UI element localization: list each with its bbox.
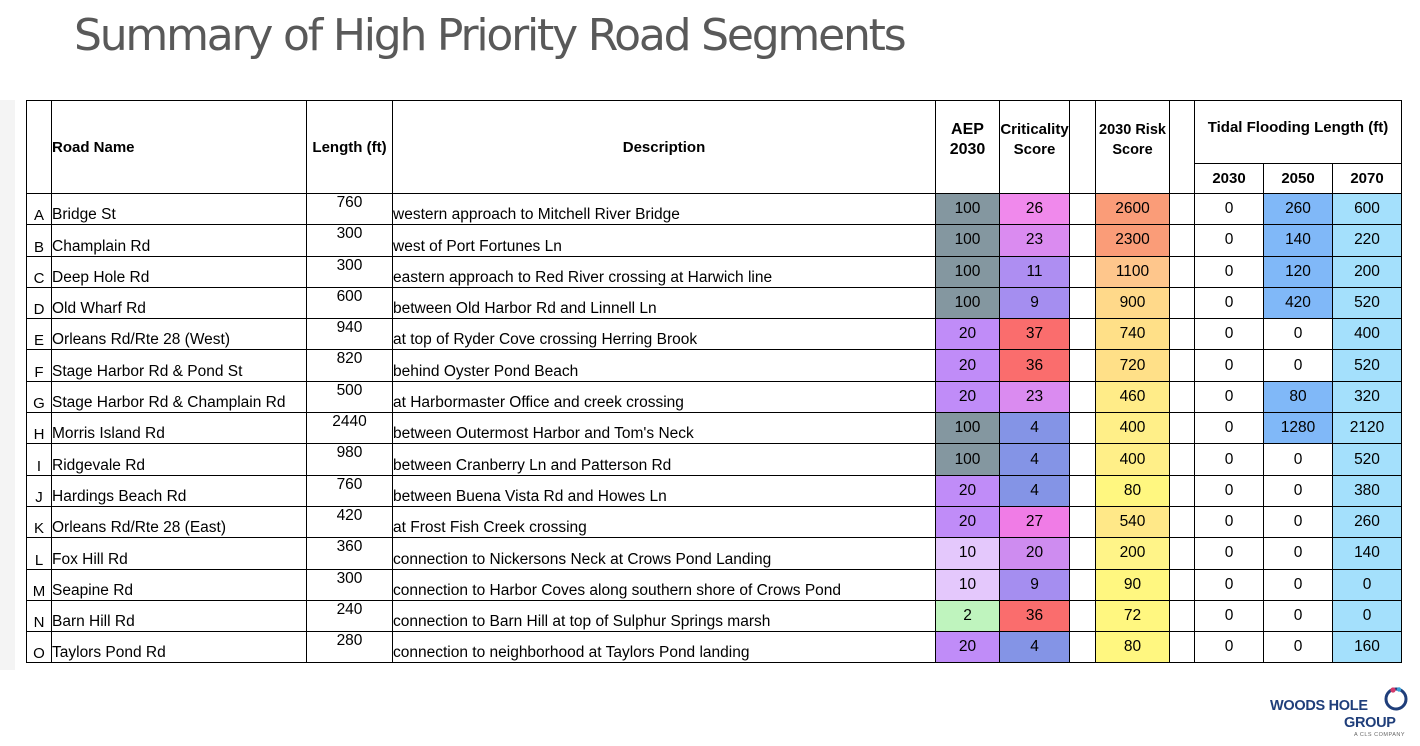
tidal-year-2050: 2050 xyxy=(1264,164,1333,194)
tidal-2070-cell: 0 xyxy=(1333,600,1402,631)
aep-cell: 20 xyxy=(936,381,1000,412)
tidal-2070-cell: 160 xyxy=(1333,632,1402,663)
criticality-cell: 20 xyxy=(1000,538,1070,569)
table-row xyxy=(27,538,1402,569)
aep-cell: 100 xyxy=(936,413,1000,444)
road-name-cell: Stage Harbor Rd & Pond St xyxy=(52,350,307,381)
tidal-2050-cell: 0 xyxy=(1264,600,1333,631)
description-cell: behind Oyster Pond Beach xyxy=(393,350,936,381)
risk-score-cell: 740 xyxy=(1096,319,1170,350)
aep-cell: 20 xyxy=(936,632,1000,663)
risk-header-line1: 2030 Risk xyxy=(1099,122,1166,138)
row-letter: C xyxy=(27,256,52,287)
row-letter: M xyxy=(27,569,52,600)
row-letter: A xyxy=(27,194,52,225)
aep-cell: 20 xyxy=(936,475,1000,506)
spacer-cell xyxy=(1170,287,1195,318)
description-cell: connection to neighborhood at Taylors Pond landing xyxy=(393,632,936,663)
risk-score-cell: 400 xyxy=(1096,444,1170,475)
description-cell: between Outermost Harbor and Tom's Neck xyxy=(393,413,936,444)
tidal-2070-cell: 320 xyxy=(1333,381,1402,412)
length-cell: 600 xyxy=(307,287,393,318)
tidal-2030-cell: 0 xyxy=(1195,350,1264,381)
road-name-cell: Stage Harbor Rd & Champlain Rd xyxy=(52,381,307,412)
tidal-2030-cell: 0 xyxy=(1195,444,1264,475)
road-name-cell: Deep Hole Rd xyxy=(52,256,307,287)
tidal-2030-cell: 0 xyxy=(1195,413,1264,444)
risk-score-cell: 720 xyxy=(1096,350,1170,381)
criticality-cell: 36 xyxy=(1000,600,1070,631)
row-letter: N xyxy=(27,600,52,631)
description-cell: between Old Harbor Rd and Linnell Ln xyxy=(393,287,936,318)
criticality-cell: 4 xyxy=(1000,444,1070,475)
criticality-cell: 23 xyxy=(1000,225,1070,256)
tidal-2070-cell: 520 xyxy=(1333,444,1402,475)
road-segments-table xyxy=(26,100,1402,663)
row-letter: D xyxy=(27,287,52,318)
spacer-cell xyxy=(1170,600,1195,631)
table-row xyxy=(27,381,1402,412)
spacer-cell xyxy=(1170,319,1195,350)
spacer-cell xyxy=(1070,225,1096,256)
description-cell: west of Port Fortunes Ln xyxy=(393,225,936,256)
criticality-header-line2: Score xyxy=(1013,141,1056,158)
spacer-cell xyxy=(1070,538,1096,569)
aep-cell: 20 xyxy=(936,350,1000,381)
tidal-2030-cell: 0 xyxy=(1195,194,1264,225)
criticality-cell: 23 xyxy=(1000,381,1070,412)
logo-line1: WOODS HOLE xyxy=(1270,698,1368,714)
risk-score-header xyxy=(1096,101,1170,194)
criticality-cell: 11 xyxy=(1000,256,1070,287)
table-row xyxy=(27,413,1402,444)
row-letter: I xyxy=(27,444,52,475)
tidal-2070-cell: 260 xyxy=(1333,506,1402,537)
spacer-cell xyxy=(1170,413,1195,444)
tidal-2070-cell: 520 xyxy=(1333,287,1402,318)
logo-line2: GROUP xyxy=(1344,715,1396,731)
page-title: Summary of High Priority Road Segments xyxy=(74,10,905,61)
tidal-2050-cell: 80 xyxy=(1264,381,1333,412)
aep-cell: 100 xyxy=(936,225,1000,256)
risk-score-cell: 72 xyxy=(1096,600,1170,631)
tidal-2030-cell: 0 xyxy=(1195,506,1264,537)
criticality-header xyxy=(1000,101,1070,194)
tidal-2050-cell: 0 xyxy=(1264,444,1333,475)
road-name-cell: Barn Hill Rd xyxy=(52,600,307,631)
spacer-cell xyxy=(1170,381,1195,412)
woods-hole-group-logo xyxy=(1268,686,1408,740)
length-cell: 980 xyxy=(307,444,393,475)
road-name-cell: Morris Island Rd xyxy=(52,413,307,444)
tidal-2050-cell: 0 xyxy=(1264,538,1333,569)
row-letter: K xyxy=(27,506,52,537)
tidal-2050-cell: 1280 xyxy=(1264,413,1333,444)
length-cell: 280 xyxy=(307,632,393,663)
road-name-header: Road Name xyxy=(52,101,307,194)
description-cell: between Cranberry Ln and Patterson Rd xyxy=(393,444,936,475)
aep-cell: 10 xyxy=(936,569,1000,600)
tidal-2030-cell: 0 xyxy=(1195,569,1264,600)
tidal-2070-cell: 140 xyxy=(1333,538,1402,569)
tidal-2070-cell: 200 xyxy=(1333,256,1402,287)
criticality-cell: 9 xyxy=(1000,569,1070,600)
tidal-2050-cell: 140 xyxy=(1264,225,1333,256)
length-cell: 2440 xyxy=(307,413,393,444)
table-row xyxy=(27,569,1402,600)
risk-score-cell: 200 xyxy=(1096,538,1170,569)
spacer-cell xyxy=(1070,381,1096,412)
description-cell: at Frost Fish Creek crossing xyxy=(393,506,936,537)
spacer-cell xyxy=(1070,506,1096,537)
tidal-2030-cell: 0 xyxy=(1195,225,1264,256)
spacer-cell xyxy=(1070,413,1096,444)
spacer-cell xyxy=(1170,350,1195,381)
tidal-2070-cell: 2120 xyxy=(1333,413,1402,444)
row-letter: G xyxy=(27,381,52,412)
tidal-2050-cell: 0 xyxy=(1264,350,1333,381)
table-row xyxy=(27,506,1402,537)
spacer-cell xyxy=(1070,194,1096,225)
spacer-cell xyxy=(1170,256,1195,287)
spacer-cell xyxy=(1170,194,1195,225)
table-row xyxy=(27,319,1402,350)
aep-cell: 100 xyxy=(936,194,1000,225)
tidal-2050-cell: 0 xyxy=(1264,319,1333,350)
length-cell: 760 xyxy=(307,475,393,506)
spacer-cell xyxy=(1170,538,1195,569)
spacer-cell xyxy=(1170,506,1195,537)
spacer-cell xyxy=(1070,350,1096,381)
table-row xyxy=(27,350,1402,381)
tidal-2030-cell: 0 xyxy=(1195,287,1264,318)
table-row xyxy=(27,475,1402,506)
risk-score-cell: 400 xyxy=(1096,413,1170,444)
spacer-cell xyxy=(1170,632,1195,663)
tidal-2050-cell: 0 xyxy=(1264,506,1333,537)
spacer-cell xyxy=(1070,287,1096,318)
table-row xyxy=(27,225,1402,256)
description-cell: eastern approach to Red River crossing at Harwich line xyxy=(393,256,936,287)
tidal-flooding-header: Tidal Flooding Length (ft) xyxy=(1195,101,1402,164)
tidal-2070-cell: 600 xyxy=(1333,194,1402,225)
aep-cell: 20 xyxy=(936,506,1000,537)
criticality-cell: 9 xyxy=(1000,287,1070,318)
length-cell: 820 xyxy=(307,350,393,381)
risk-score-cell: 80 xyxy=(1096,632,1170,663)
spacer-header-1 xyxy=(1070,101,1096,194)
table-row xyxy=(27,194,1402,225)
spacer-cell xyxy=(1170,475,1195,506)
description-cell: western approach to Mitchell River Bridge xyxy=(393,194,936,225)
spacer-cell xyxy=(1070,632,1096,663)
tidal-2050-cell: 0 xyxy=(1264,475,1333,506)
criticality-cell: 4 xyxy=(1000,475,1070,506)
row-letter: J xyxy=(27,475,52,506)
tidal-2030-cell: 0 xyxy=(1195,475,1264,506)
criticality-cell: 26 xyxy=(1000,194,1070,225)
tidal-2030-cell: 0 xyxy=(1195,319,1264,350)
logo-mark-icon xyxy=(1384,686,1408,712)
row-letter: E xyxy=(27,319,52,350)
road-name-cell: Hardings Beach Rd xyxy=(52,475,307,506)
length-cell: 420 xyxy=(307,506,393,537)
header-row xyxy=(27,101,1402,164)
aep-header-line1: AEP xyxy=(951,121,984,138)
criticality-cell: 27 xyxy=(1000,506,1070,537)
table-row xyxy=(27,600,1402,631)
criticality-cell: 36 xyxy=(1000,350,1070,381)
row-letter: O xyxy=(27,632,52,663)
description-header: Description xyxy=(393,101,936,194)
spacer-cell xyxy=(1070,319,1096,350)
risk-score-cell: 2300 xyxy=(1096,225,1170,256)
description-cell: at top of Ryder Cove crossing Herring Brook xyxy=(393,319,936,350)
logo-line3: A CLS COMPANY xyxy=(1354,732,1406,738)
row-letter: B xyxy=(27,225,52,256)
risk-score-cell: 1100 xyxy=(1096,256,1170,287)
road-name-cell: Bridge St xyxy=(52,194,307,225)
spacer-cell xyxy=(1170,444,1195,475)
length-cell: 240 xyxy=(307,600,393,631)
aep-cell: 100 xyxy=(936,287,1000,318)
tidal-year-2070: 2070 xyxy=(1333,164,1402,194)
aep-cell: 20 xyxy=(936,319,1000,350)
criticality-header-line1: Criticality xyxy=(1000,121,1069,138)
description-cell: between Buena Vista Rd and Howes Ln xyxy=(393,475,936,506)
length-cell: 300 xyxy=(307,256,393,287)
table-row xyxy=(27,444,1402,475)
aep-cell: 10 xyxy=(936,538,1000,569)
spacer-header-2 xyxy=(1170,101,1195,194)
tidal-2030-cell: 0 xyxy=(1195,381,1264,412)
tidal-2070-cell: 520 xyxy=(1333,350,1402,381)
length-cell: 760 xyxy=(307,194,393,225)
criticality-cell: 4 xyxy=(1000,632,1070,663)
tidal-2070-cell: 400 xyxy=(1333,319,1402,350)
risk-header-line2: Score xyxy=(1112,142,1153,158)
description-cell: connection to Harbor Coves along southern shore of Crows Pond xyxy=(393,569,936,600)
aep-header-line2: 2030 xyxy=(949,141,986,158)
risk-score-cell: 90 xyxy=(1096,569,1170,600)
spacer-cell xyxy=(1070,600,1096,631)
aep-cell: 100 xyxy=(936,256,1000,287)
spacer-cell xyxy=(1070,475,1096,506)
description-cell: connection to Nickersons Neck at Crows Pond Landing xyxy=(393,538,936,569)
spacer-cell xyxy=(1070,256,1096,287)
spacer-cell xyxy=(1070,444,1096,475)
road-name-cell: Ridgevale Rd xyxy=(52,444,307,475)
left-edge-strip xyxy=(0,100,15,670)
road-name-cell: Orleans Rd/Rte 28 (East) xyxy=(52,506,307,537)
aep-cell: 2 xyxy=(936,600,1000,631)
road-name-cell: Taylors Pond Rd xyxy=(52,632,307,663)
risk-score-cell: 540 xyxy=(1096,506,1170,537)
tidal-2070-cell: 380 xyxy=(1333,475,1402,506)
tidal-year-2030: 2030 xyxy=(1195,164,1264,194)
description-cell: connection to Barn Hill at top of Sulphur Springs marsh xyxy=(393,600,936,631)
table-row xyxy=(27,632,1402,663)
length-header: Length (ft) xyxy=(307,101,393,194)
spacer-cell xyxy=(1070,569,1096,600)
tidal-2050-cell: 0 xyxy=(1264,632,1333,663)
tidal-2070-cell: 0 xyxy=(1333,569,1402,600)
tidal-2050-cell: 0 xyxy=(1264,569,1333,600)
tidal-2030-cell: 0 xyxy=(1195,538,1264,569)
row-letter: H xyxy=(27,413,52,444)
row-letter: L xyxy=(27,538,52,569)
risk-score-cell: 80 xyxy=(1096,475,1170,506)
tidal-2050-cell: 260 xyxy=(1264,194,1333,225)
tidal-2030-cell: 0 xyxy=(1195,256,1264,287)
road-name-cell: Champlain Rd xyxy=(52,225,307,256)
table-body xyxy=(27,194,1402,663)
aep-header xyxy=(936,101,1000,194)
aep-cell: 100 xyxy=(936,444,1000,475)
row-letter: F xyxy=(27,350,52,381)
road-name-cell: Old Wharf Rd xyxy=(52,287,307,318)
risk-score-cell: 460 xyxy=(1096,381,1170,412)
length-cell: 360 xyxy=(307,538,393,569)
description-cell: at Harbormaster Office and creek crossing xyxy=(393,381,936,412)
tidal-2070-cell: 220 xyxy=(1333,225,1402,256)
criticality-cell: 37 xyxy=(1000,319,1070,350)
length-cell: 300 xyxy=(307,569,393,600)
criticality-cell: 4 xyxy=(1000,413,1070,444)
length-cell: 300 xyxy=(307,225,393,256)
road-name-cell: Orleans Rd/Rte 28 (West) xyxy=(52,319,307,350)
table-row xyxy=(27,256,1402,287)
risk-score-cell: 900 xyxy=(1096,287,1170,318)
road-name-cell: Seapine Rd xyxy=(52,569,307,600)
letter-header xyxy=(27,101,52,194)
spacer-cell xyxy=(1170,225,1195,256)
length-cell: 940 xyxy=(307,319,393,350)
tidal-2050-cell: 120 xyxy=(1264,256,1333,287)
risk-score-cell: 2600 xyxy=(1096,194,1170,225)
length-cell: 500 xyxy=(307,381,393,412)
tidal-2030-cell: 0 xyxy=(1195,600,1264,631)
tidal-2030-cell: 0 xyxy=(1195,632,1264,663)
spacer-cell xyxy=(1170,569,1195,600)
table-row xyxy=(27,287,1402,318)
tidal-2050-cell: 420 xyxy=(1264,287,1333,318)
road-name-cell: Fox Hill Rd xyxy=(52,538,307,569)
